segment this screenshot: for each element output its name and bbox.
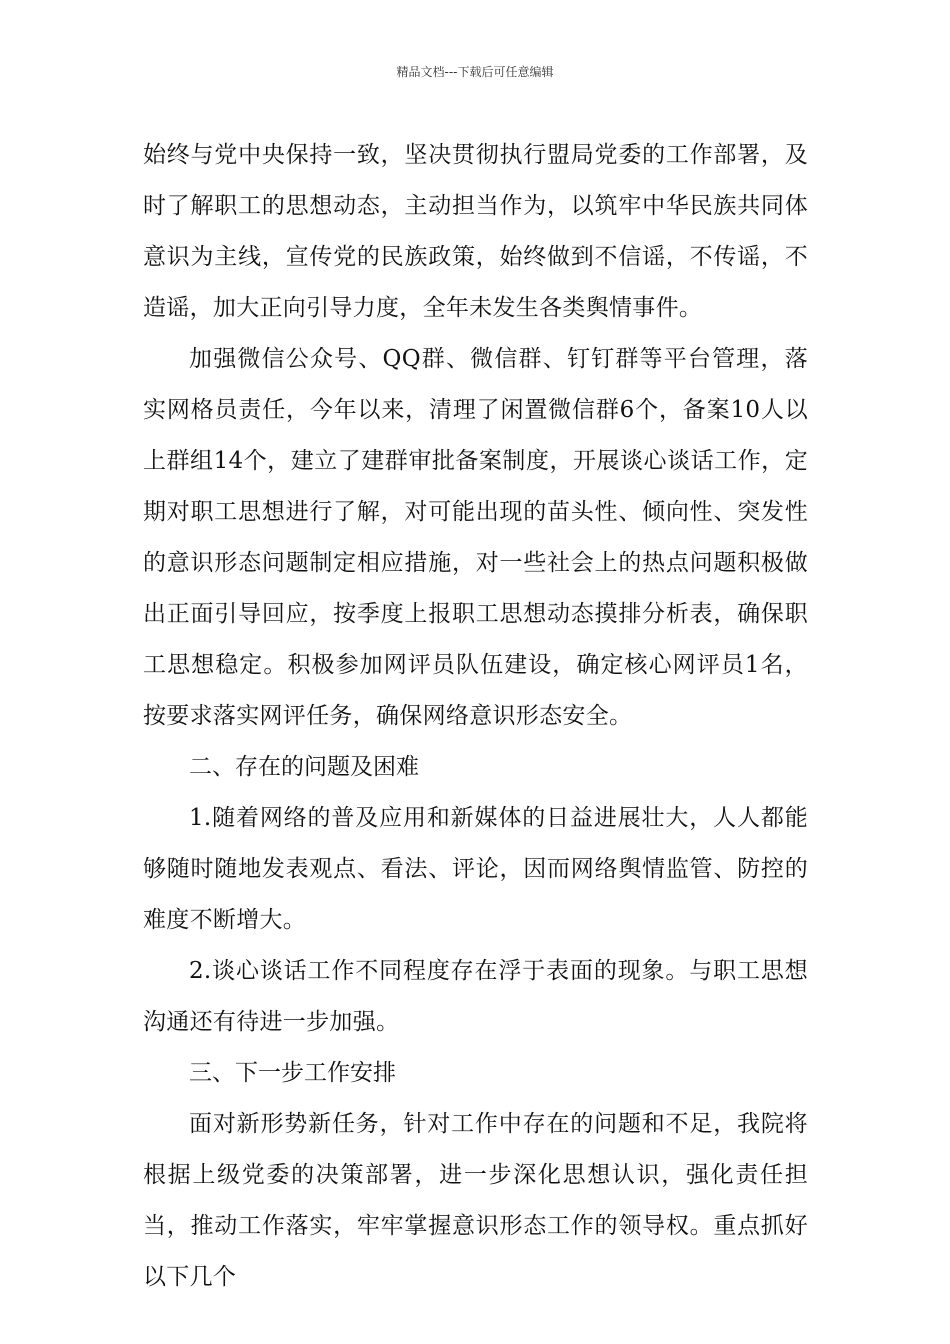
paragraph-1: 始终与党中央保持一致，坚决贯彻执行盟局党委的工作部署，及时了解职工的思想动态，主动担当作为，以筑牢中华民族共同体意识为主线，宣传党的民族政策，始终做到不信谣，不传谣，不造谣，加大正向引导力度，全年未发生各类舆情事件。 — [143, 142, 808, 321]
page-header: 精品文档---下载后可任意编辑 — [396, 65, 554, 79]
paragraph-3: 1.随着网络的普及应用和新媒体的日益进展壮大，人人都能够随时随地发表观点、看法、评论，因而网络舆情监管、防控的难度不断增大。 — [143, 805, 808, 933]
section-heading-2: 二、存在的问题及困难 — [189, 754, 419, 780]
paragraph-2: 加强微信公众号、QQ群、微信群、钉钉群等平台管理，落实网格员责任，今年以来，清理了闲置微信群6个，备案10人以上群组14个，建立了建群审批备案制度，开展谈心谈话工作，定期对职工思想进行了解，对可能出现的苗头性、倾向性、突发性的意识形态问题制定相应措施，对一些社会上的热点问题积极做出正面引导回应，按季度上报职工思想动态摸排分析表，确保职工思想稳定。积极参加网评员队伍建设，确定核心网评员1名，按要求落实网评任务，确保网络意识形态安全。 — [143, 346, 808, 729]
paragraph-4: 2.谈心谈话工作不同程度存在浮于表面的现象。与职工思想沟通还有待进一步加强。 — [143, 958, 808, 1035]
document-body — [143, 130, 808, 1303]
paragraph-5: 面对新形势新任务，针对工作中存在的问题和不足，我院将根据上级党委的决策部署，进一步深化思想认识，强化责任担当，推动工作落实，牢牢掌握意识形态工作的领导权。重点抓好以下几个 — [143, 1111, 808, 1290]
section-heading-3: 三、下一步工作安排 — [189, 1060, 396, 1086]
